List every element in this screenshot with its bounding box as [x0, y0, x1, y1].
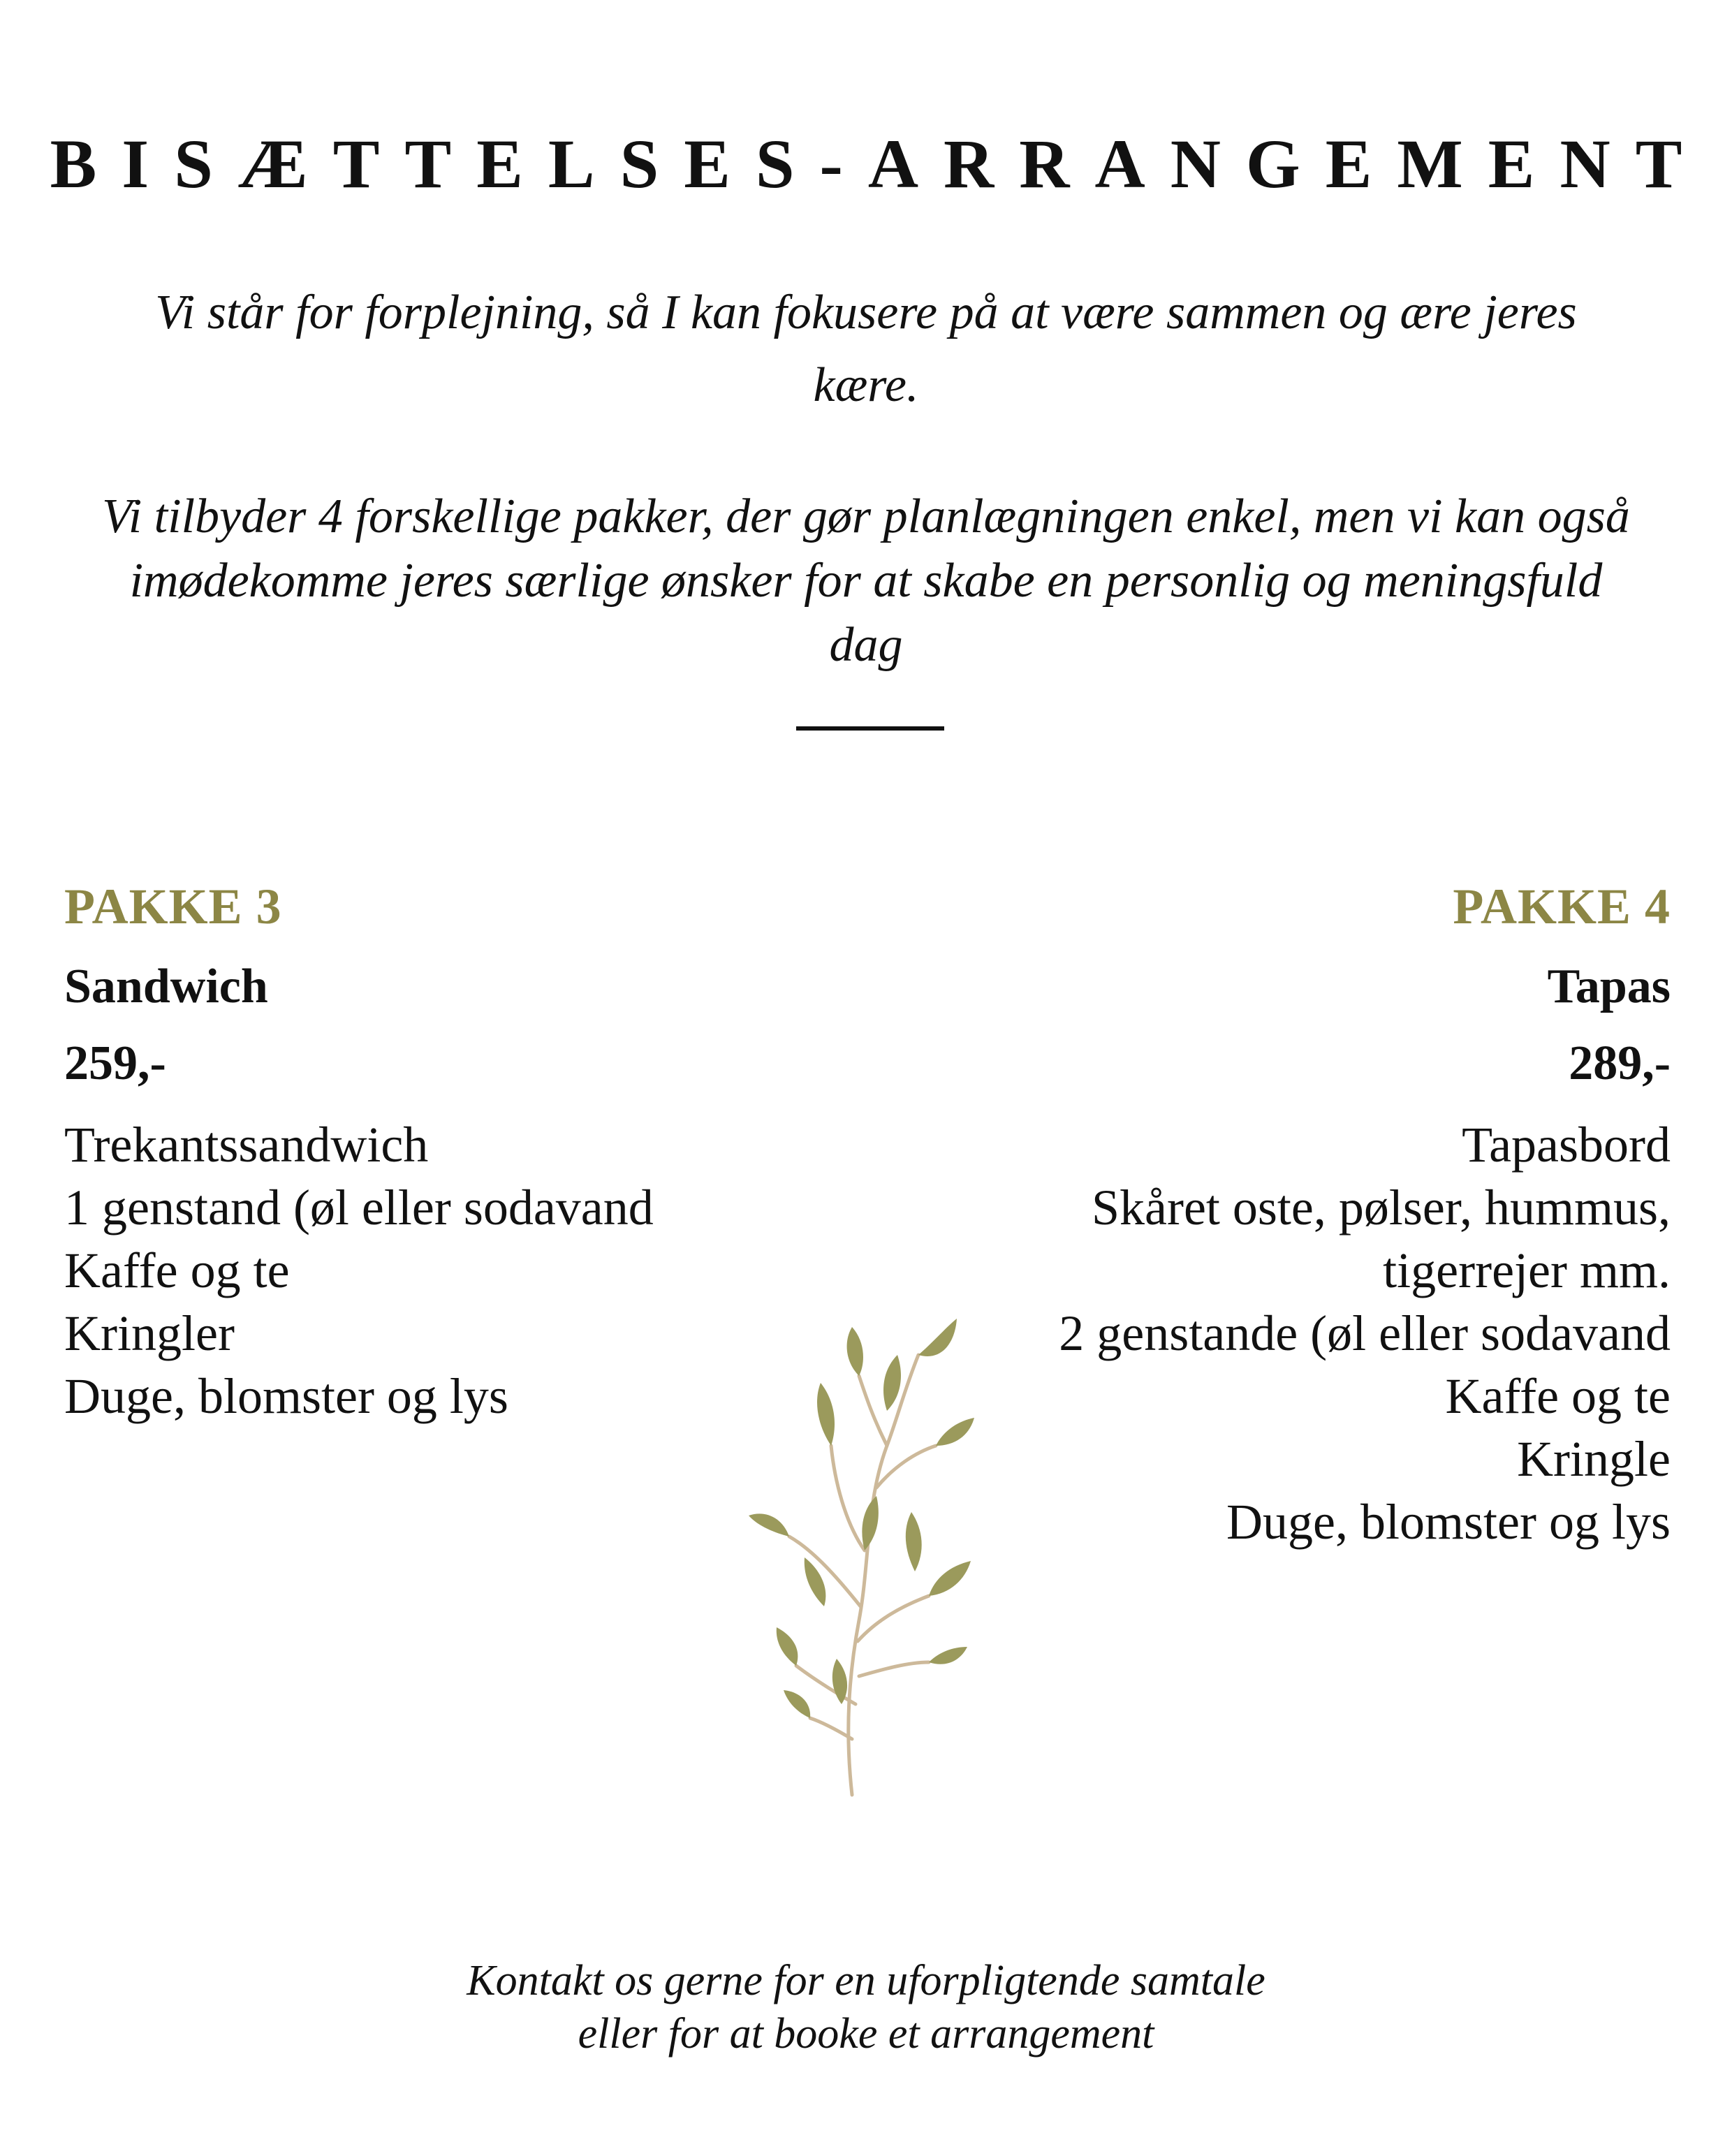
package-items: [64, 1113, 654, 1428]
package-item: 1 genstand (øl eller sodavand: [64, 1180, 654, 1235]
package-label: PAKKE 3: [64, 879, 282, 934]
package-label: PAKKE 4: [1453, 879, 1671, 934]
package-item: Tapasbord: [1462, 1117, 1671, 1173]
intro-paragraph-2: Vi tilbyder 4 forskellige pakker, der gør planlægningen enkel, men vi kan også imødekomme jeres særlige ønsker for at skabe en personlig og meningsfuld dag: [102, 490, 1630, 672]
package-item: Trekantssandwich: [64, 1117, 429, 1173]
olive-sprig-icon: [747, 1313, 985, 1802]
package-item: Skåret oste, pølser, hummus,: [1091, 1180, 1671, 1235]
package-name: Tapas: [1547, 960, 1671, 1013]
footer-line-2: eller for at booke et arrangement: [578, 2010, 1154, 2058]
package-name: Sandwich: [64, 960, 268, 1013]
package-item: Duge, blomster og lys: [1226, 1494, 1671, 1550]
package-item: Kringle: [1517, 1431, 1671, 1487]
package-item: Kaffe og te: [64, 1242, 290, 1298]
package-item: Kaffe og te: [1445, 1368, 1671, 1424]
package-price: 289,-: [1569, 1036, 1671, 1090]
footer-line-1: Kontakt os gerne for en uforpligtende samtale: [467, 1957, 1265, 2004]
package-price: 259,-: [64, 1036, 166, 1090]
package-item: 2 genstande (øl eller sodavand: [1059, 1305, 1671, 1361]
package-item: Kringler: [64, 1305, 235, 1361]
package-items: [1059, 1113, 1671, 1553]
package-3: [64, 881, 654, 1428]
package-item: Duge, blomster og lys: [64, 1368, 508, 1424]
page-title: BISÆTTELSES-ARRANGEMENT: [50, 125, 1708, 203]
package-item: tigerrejer mm.: [1383, 1242, 1671, 1298]
section-divider: [796, 726, 944, 731]
intro-paragraph-1: Vi står for forplejning, så I kan fokusere på at være sammen og ære jeres kære.: [155, 286, 1577, 412]
footer-contact: [0, 1954, 1732, 2060]
package-4: [1059, 881, 1671, 1553]
